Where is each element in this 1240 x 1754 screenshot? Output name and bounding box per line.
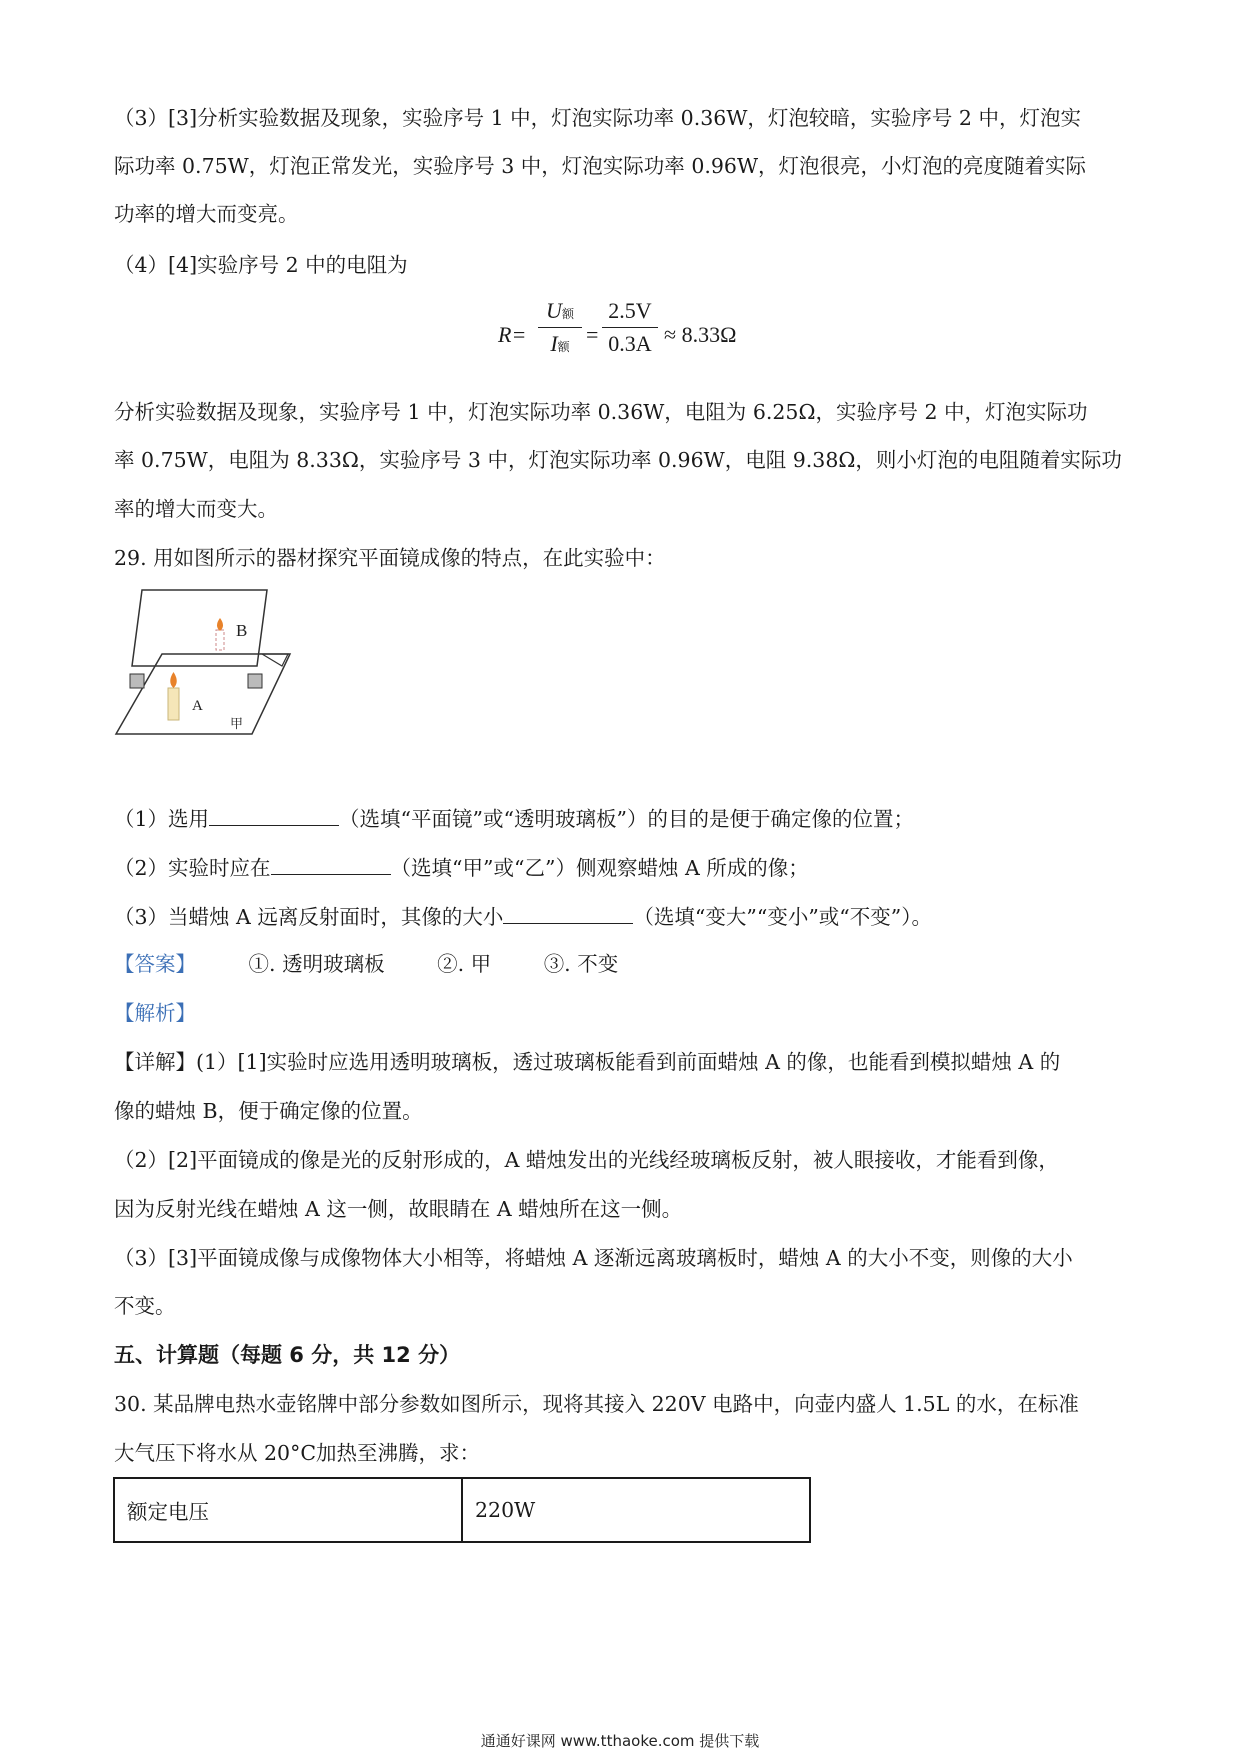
para-3-line-2: 际功率 0.75W，灯泡正常发光，实验序号 3 中，灯泡实际功率 0.96W，灯泡很亮，小灯泡的亮度随着实际	[114, 154, 1087, 178]
formula-equals: =	[586, 322, 599, 347]
formula-result: ≈ 8.33Ω	[664, 322, 737, 347]
q29-answer-line	[114, 949, 618, 979]
detail-line-4: 因为反射光线在蜡烛 A 这一侧，故眼睛在 A 蜡烛所在这一侧。	[114, 1197, 683, 1221]
formula-den-val: 0.3A	[608, 331, 652, 356]
mirror-experiment-figure	[112, 588, 302, 738]
page-footer: 通通好课网 www.tthaoke.com 提供下载	[480, 1732, 760, 1750]
label-jia: 甲	[230, 717, 244, 732]
q30-line-1: 30. 某品牌电热水壶铭牌中部分参数如图所示，现将其接入 220V 电路中，向壶内盛人 1.5L 的水，在标准	[114, 1392, 1079, 1416]
detail-line-2: 像的蜡烛 B，便于确定像的位置。	[114, 1099, 423, 1123]
detail-line-1: 【详解】(1）[1]实验时应选用透明玻璃板，透过玻璃板能看到前面蜡烛 A 的像，也能看到模拟蜡烛 A 的	[114, 1050, 1061, 1074]
answer-3: ③. 不变	[543, 952, 619, 976]
q30-line-2: 大气压下将水从 20°C加热至沸腾，求：	[114, 1441, 481, 1465]
formula-fraction-values	[602, 298, 658, 357]
table-row	[114, 1478, 810, 1542]
answer-blank-1[interactable]	[209, 803, 339, 826]
formula-den-var: I	[550, 331, 558, 356]
detail-line-5: （3）[3]平面镜成像与成像物体大小相等，将蜡烛 A 逐渐远离玻璃板时，蜡烛 A 的大小不变，则像的大小	[114, 1246, 1073, 1270]
table-cell-label: 额定电压	[114, 1478, 462, 1542]
q29-stem: 29. 用如图所示的器材探究平面镜成像的特点，在此实验中：	[114, 546, 666, 570]
answer-blank-2[interactable]	[271, 852, 391, 875]
detail-line-3: （2）[2]平面镜成的像是光的反射形成的，A 蜡烛发出的光线经玻璃板反射，被人眼接收，才能看到像，	[114, 1148, 1059, 1172]
answer-label: 【答案】	[114, 952, 196, 976]
q29-sub-1: （1）选用 （选填“平面镜”或“透明玻璃板”）的目的是便于确定像的位置；	[114, 803, 914, 834]
para-3-line-1: （3）[3]分析实验数据及现象，实验序号 1 中，灯泡实际功率 0.36W，灯泡较暗，实验序号 2 中，灯泡实	[114, 106, 1081, 130]
table-cell-value: 220W	[462, 1478, 810, 1542]
answer-2: ②. 甲	[437, 952, 492, 976]
para-5-line-3: 率的增大而变大。	[114, 497, 278, 521]
kettle-spec-table	[113, 1477, 811, 1543]
formula-fraction-symbolic	[538, 298, 582, 357]
q29-sub-2: （2）实验时应在 （选填“甲”或“乙”）侧观察蜡烛 A 所成的像；	[114, 852, 809, 883]
detail-line-6: 不变。	[114, 1294, 176, 1318]
label-a: A	[192, 698, 203, 714]
para-5-line-2: 率 0.75W，电阻为 8.33Ω，实验序号 3 中，灯泡实际功率 0.96W，电阻 9.38Ω，则小灯泡的电阻随着实际功	[114, 448, 1122, 472]
para-3-line-3: 功率的增大而变亮。	[114, 202, 299, 226]
section-5-heading: 五、计算题（每题 6 分，共 12 分）	[114, 1343, 461, 1367]
para-5-line-1: 分析实验数据及现象，实验序号 1 中，灯泡实际功率 0.36W，电阻为 6.25Ω，实验序号 2 中，灯泡实际功	[114, 400, 1088, 424]
formula-den-sub: 额	[557, 340, 570, 354]
label-b: B	[236, 621, 248, 640]
para-4-line-1: （4）[4]实验序号 2 中的电阻为	[114, 253, 408, 277]
q29-sub-3: （3）当蜡烛 A 远离反射面时，其像的大小 （选填“变大”“变小”或“不变”）。	[114, 901, 932, 932]
resistance-formula	[498, 298, 758, 378]
formula-num-var: U	[546, 298, 562, 323]
formula-num-val: 2.5V	[608, 298, 652, 323]
analysis-label: 【解析】	[114, 1001, 196, 1025]
answer-blank-3[interactable]	[503, 901, 633, 924]
formula-num-sub: 额	[561, 307, 574, 321]
formula-lhs: R=	[498, 322, 527, 347]
answer-1: ①. 透明玻璃板	[248, 952, 385, 976]
